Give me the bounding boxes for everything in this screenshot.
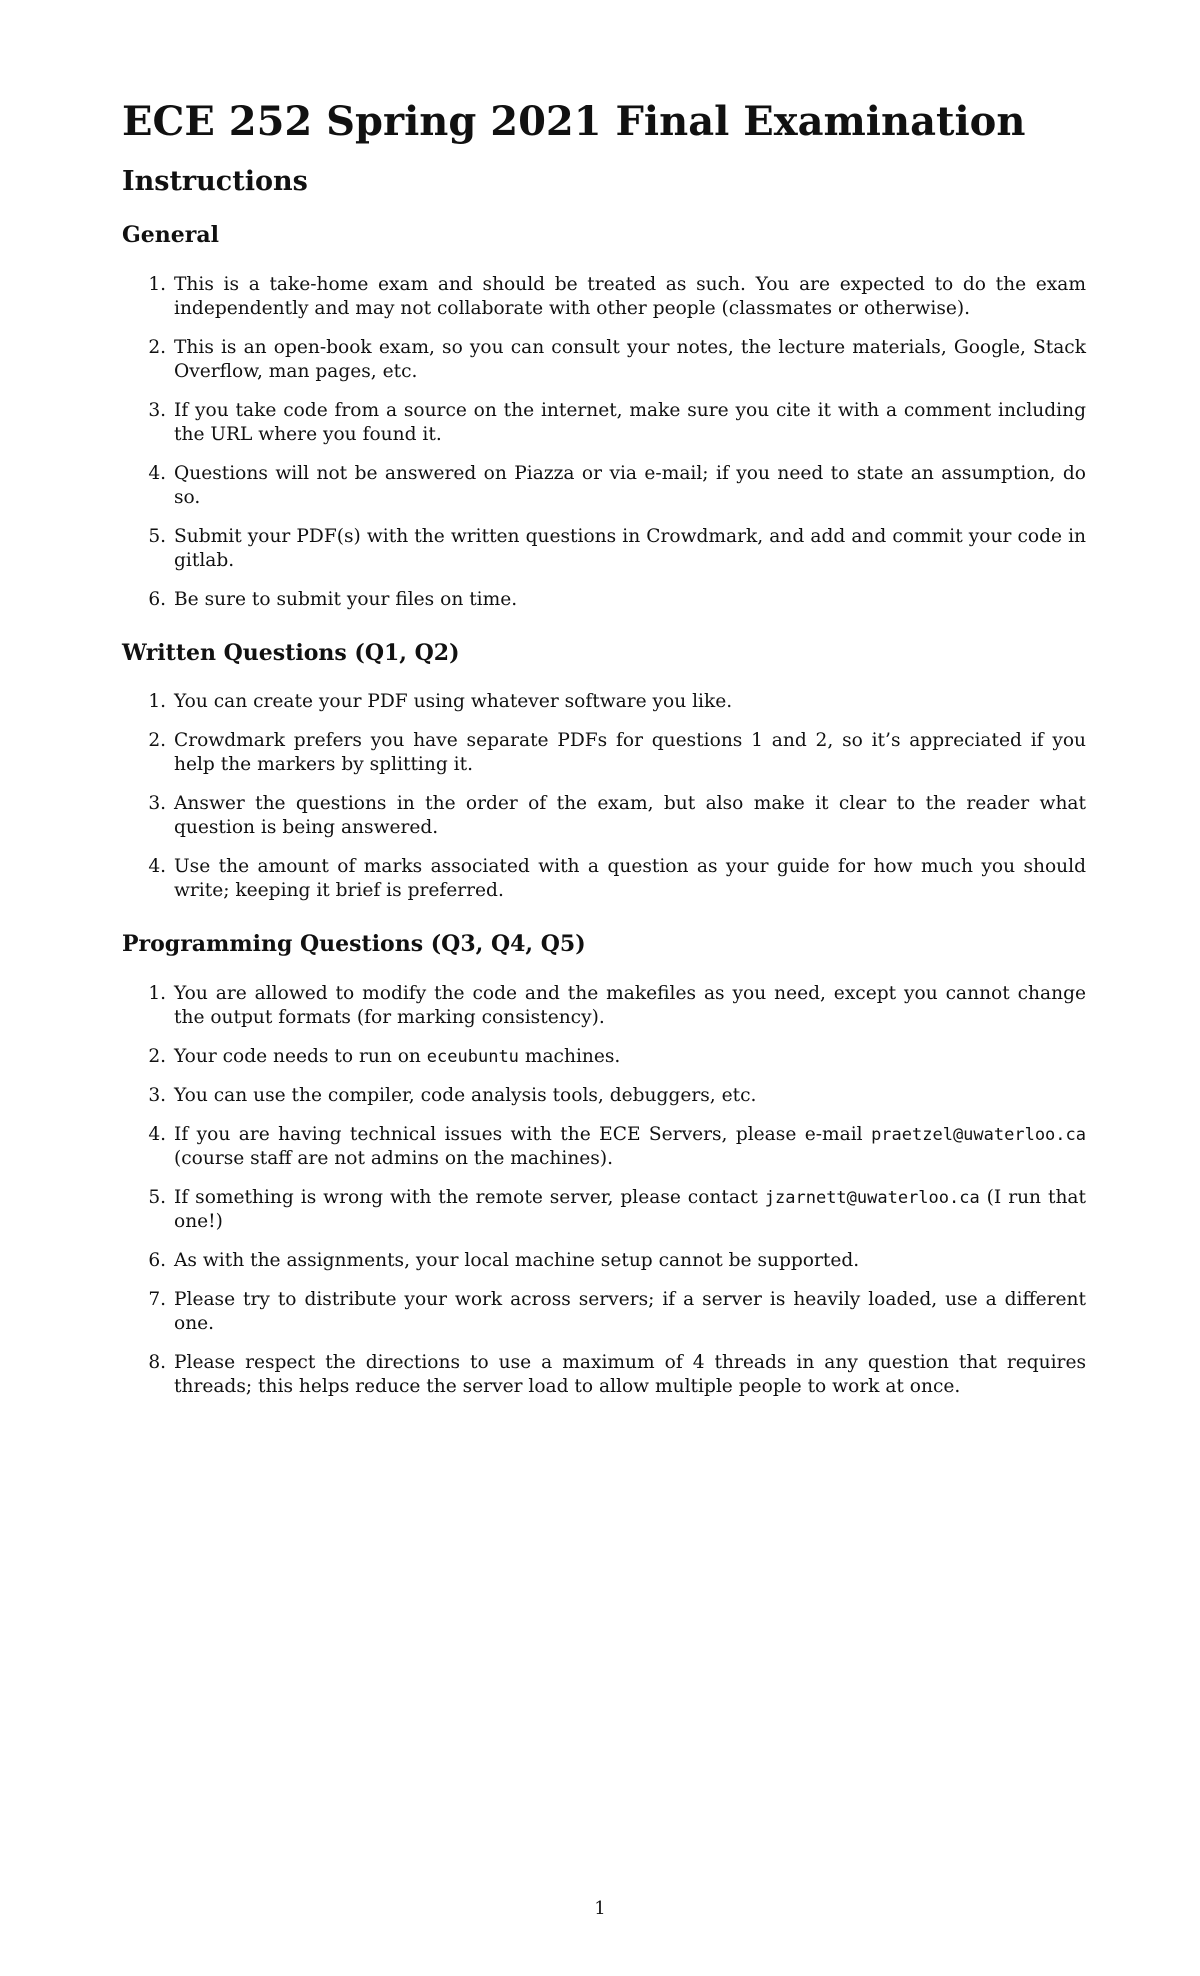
list-item <box>172 1045 1086 1069</box>
email-code: praetzel@uwaterloo.ca <box>871 1124 1086 1145</box>
list-item: 1. You are allowed to modify the code and the makefiles as you need, except you cannot change the output formats (for marking consistency). <box>172 982 1086 1030</box>
item-text: (course staff are not admins on the machines). <box>174 1147 614 1169</box>
email-code: jzarnett@uwaterloo.ca <box>764 1187 980 1208</box>
programming-questions-list <box>122 982 1086 1399</box>
item-text: machines. <box>518 1045 621 1067</box>
list-item: 2. Crowdmark prefers you have separate PDFs for questions 1 and 2, so it’s appreciated if you help the markers by splitting it. <box>172 729 1086 777</box>
list-item: 6. Be sure to submit your files on time. <box>172 588 1086 612</box>
document-title: ECE 252 Spring 2021 Final Examination <box>122 98 1026 145</box>
machine-name-code: eceubuntu <box>426 1046 519 1067</box>
general-heading: General <box>122 222 219 249</box>
written-questions-heading: Written Questions (Q1, Q2) <box>122 639 460 666</box>
page-number: 1 <box>594 1898 606 1919</box>
item-text: (I run that one!) <box>174 1186 1086 1232</box>
item-text: If you are having technical issues with the ECE Servers, please e-mail <box>174 1123 872 1145</box>
list-item: 3. If you take code from a source on the internet, make sure you cite it with a comment including the URL where you found it. <box>172 399 1086 447</box>
list-item: 2. This is an open-book exam, so you can consult your notes, the lecture materials, Google, Stack Overflow, man pages, etc. <box>172 336 1086 384</box>
list-item: 3. Answer the questions in the order of the exam, but also make it clear to the reader what question is being answered. <box>172 792 1086 840</box>
list-item: 6. As with the assignments, your local machine setup cannot be supported. <box>172 1249 1086 1273</box>
programming-questions-heading: Programming Questions (Q3, Q4, Q5) <box>122 931 586 958</box>
list-item: 4. Questions will not be answered on Piazza or via e-mail; if you need to state an assumption, do so. <box>172 462 1086 510</box>
general-list <box>122 273 1086 612</box>
list-item: 7. Please try to distribute your work across servers; if a server is heavily loaded, use a different one. <box>172 1288 1086 1336</box>
list-item: 4. Use the amount of marks associated with a question as your guide for how much you should write; keeping it brief is preferred. <box>172 855 1086 903</box>
exam-page <box>122 90 1086 1414</box>
list-item <box>172 1123 1086 1171</box>
written-questions-list <box>122 690 1086 903</box>
item-text: Your code needs to run on <box>174 1045 427 1067</box>
list-item: 5. Submit your PDF(s) with the written questions in Crowdmark, and add and commit your code in gitlab. <box>172 525 1086 573</box>
list-item: 1. This is a take-home exam and should be treated as such. You are expected to do the exam independently and may not collaborate with other people (classmates or otherwise). <box>172 273 1086 321</box>
list-item: 1. You can create your PDF using whatever software you like. <box>172 690 1086 714</box>
list-item <box>172 1186 1086 1234</box>
list-item: 8. Please respect the directions to use a maximum of 4 threads in any question that requires threads; this helps reduce the server load to allow multiple people to work at once. <box>172 1351 1086 1399</box>
instructions-heading: Instructions <box>122 166 308 197</box>
item-text: If something is wrong with the remote server, please contact <box>174 1186 765 1208</box>
list-item: 3. You can use the compiler, code analysis tools, debuggers, etc. <box>172 1084 1086 1108</box>
